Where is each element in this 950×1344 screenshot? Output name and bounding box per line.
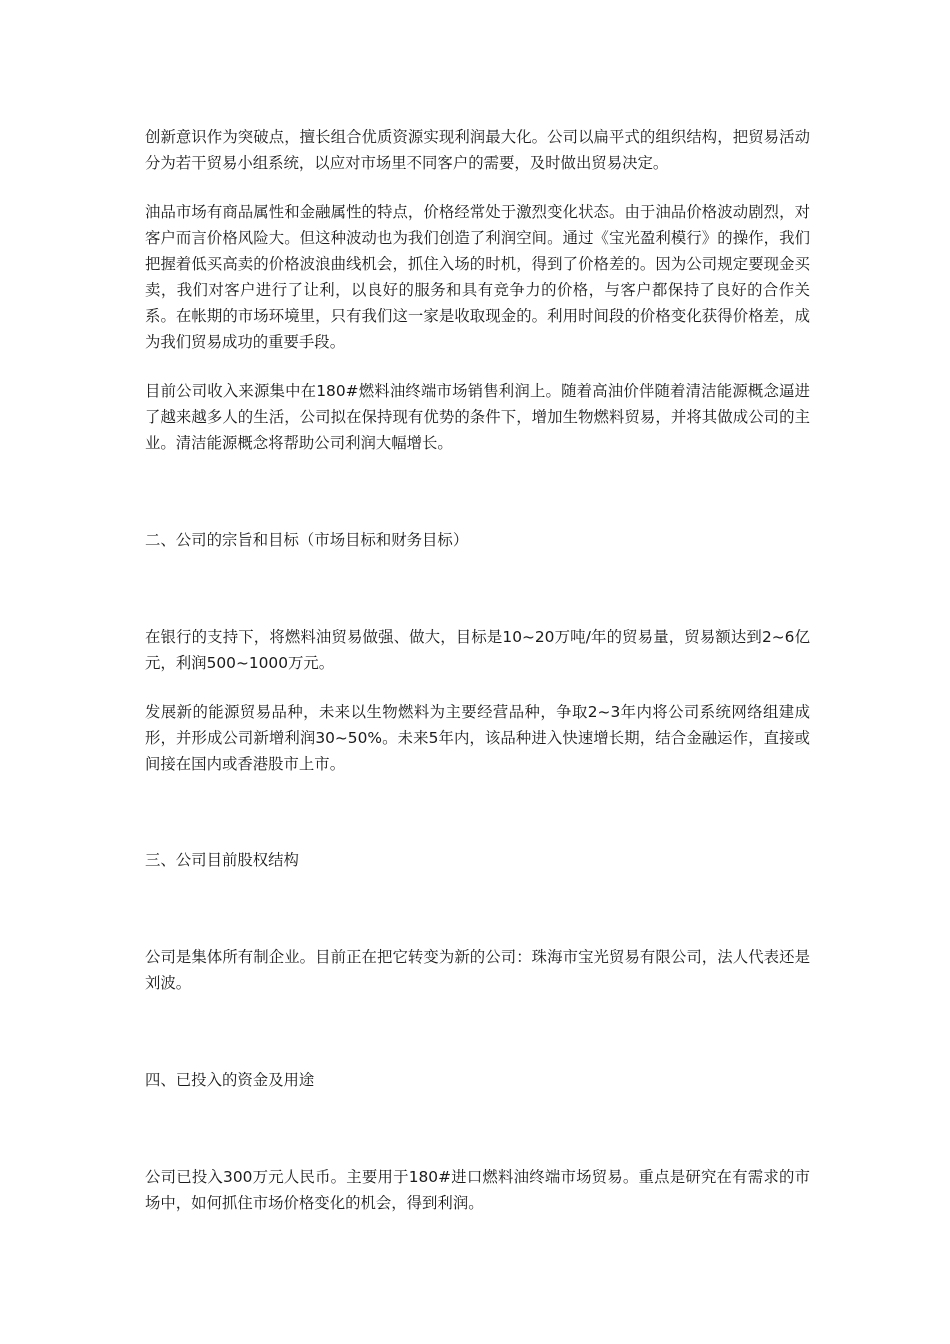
paragraph-ownership: 公司是集体所有制企业。目前正在把它转变为新的公司：珠海市宝光贸易有限公司，法人代表还是刘波。 [145, 948, 810, 992]
paragraph-price-volatility: 油品市场有商品属性和金融属性的特点，价格经常处于激烈变化状态。由于油品价格波动剧烈，对客户而言价格风险大。但这种波动也为我们创造了利润空间。通过《宝光盈利模行》的操作，我们把握着低买高卖的价格波浪曲线机会，抓住入场的时机，得到了价格差的。因为公司规定要现金买卖，我们对客户进行了让利，以良好的服务和具有竞争力的价格，与客户都保持了良好的合作关系。在帐期的市场环境里，只有我们这一家是收取现金的。利用时间段的价格变化获得价格差，成为我们贸易成功的重要手段。 [145, 203, 810, 351]
paragraph-new-energy: 发展新的能源贸易品种，未来以生物燃料为主要经营品种，争取2~3年内将公司系统网络组建成形，并形成公司新增利润30~50%。未来5年内，该品种进入快速增长期，结合金融运作，直接或间接在国内或香港股市上市。 [145, 703, 810, 773]
paragraph-investment-use: 公司已投入300万元人民币。主要用于180#进口燃料油终端市场贸易。重点是研究在有需求的市场中，如何抓住市场价格变化的机会，得到利润。 [145, 1168, 810, 1212]
heading-funds-invested: 四、已投入的资金及用途 [145, 1071, 315, 1089]
document-body [145, 124, 810, 1216]
paragraph-trade-target: 在银行的支持下，将燃料油贸易做强、做大，目标是10~20万吨/年的贸易量，贸易额达到2~6亿元，利润500~1000万元。 [145, 628, 810, 672]
heading-equity-structure: 三、公司目前股权结构 [145, 851, 299, 869]
heading-mission-goals: 二、公司的宗旨和目标（市场目标和财务目标） [145, 531, 469, 549]
paragraph-organization: 创新意识作为突破点，擅长组合优质资源实现利润最大化。公司以扁平式的组织结构，把贸易活动分为若干贸易小组系统，以应对市场里不同客户的需要，及时做出贸易决定。 [145, 128, 810, 172]
paragraph-revenue-source: 目前公司收入来源集中在180#燃料油终端市场销售利润上。随着高油价伴随着清洁能源概念逼进了越来越多人的生活，公司拟在保持现有优势的条件下，增加生物燃料贸易，并将其做成公司的主业。清洁能源概念将帮助公司利润大幅增长。 [145, 382, 810, 452]
